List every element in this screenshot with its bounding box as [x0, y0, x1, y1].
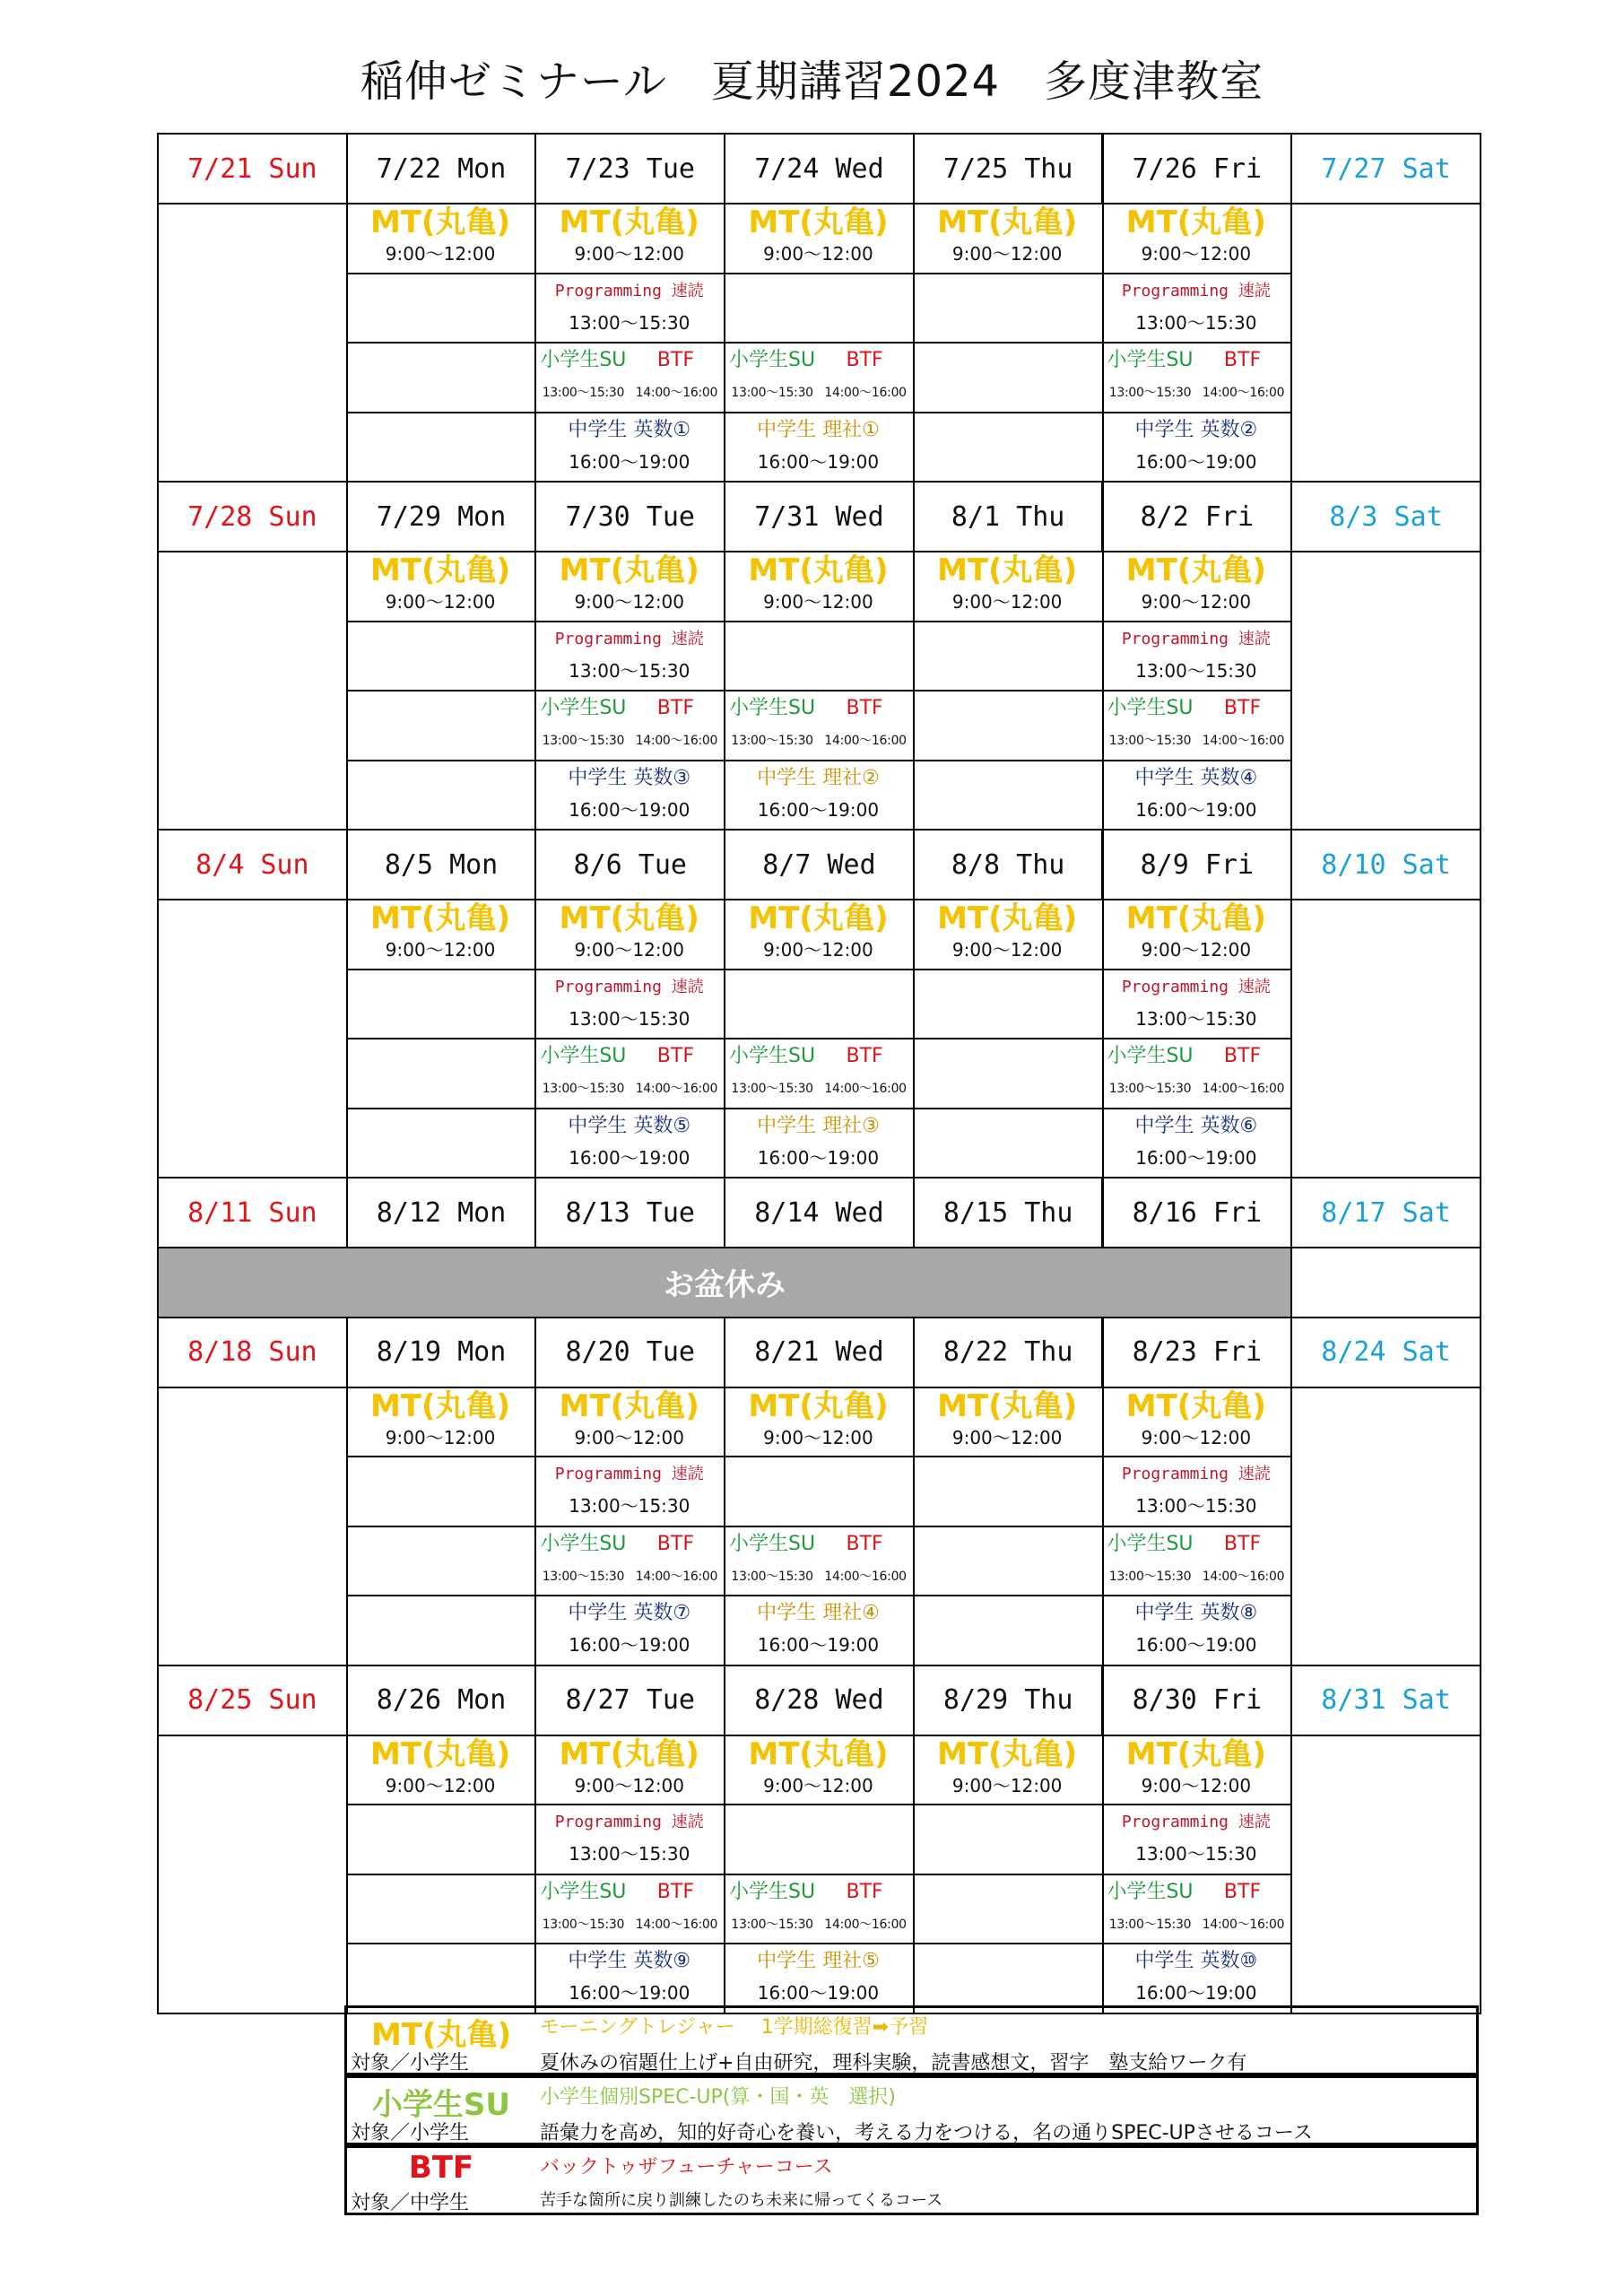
- mt-label: MT(丸亀): [937, 204, 1078, 240]
- english-math-label: 中学生 英数①: [568, 418, 691, 441]
- day-header: 7/22 Mon: [346, 133, 537, 204]
- su-label: 小学生SU: [540, 1045, 627, 1067]
- english-math-label: 中学生 英数②: [1134, 418, 1258, 441]
- legend-row: [344, 2145, 1479, 2215]
- su-label: 小学生SU: [729, 697, 816, 719]
- day-header: 8/14 Wed: [724, 1177, 915, 1248]
- btf-time: 14:00～16:00: [1202, 1082, 1285, 1096]
- page-title: 稲伸ゼミナール 夏期講習2024 多度津教室: [360, 57, 1264, 107]
- btf-time: 14:00～16:00: [1202, 734, 1285, 748]
- legend-name: BTF: [408, 2150, 474, 2186]
- su-label: 小学生SU: [729, 1532, 816, 1555]
- mt-time: 9:00～12:00: [951, 1774, 1063, 1796]
- english-math-label: 中学生 英数⑦: [568, 1602, 691, 1624]
- btf-time: 14:00～16:00: [635, 1082, 718, 1096]
- mt-time: 9:00～12:00: [1141, 591, 1252, 613]
- mt-time: 9:00～12:00: [763, 591, 873, 613]
- science-social-label: 中学生 理社④: [757, 1602, 880, 1624]
- row-divider: [346, 412, 1293, 413]
- row-divider: [346, 1526, 1293, 1527]
- su-time: 13:00～15:30: [542, 1082, 625, 1096]
- english-math-label: 中学生 英数⑧: [1134, 1602, 1258, 1624]
- row-divider: [346, 1874, 1293, 1875]
- sat-cell: [1290, 1247, 1481, 1318]
- day-header: 8/4 Sun: [157, 829, 348, 900]
- su-label: 小学生SU: [729, 1880, 816, 1903]
- su-label: 小学生SU: [1107, 697, 1194, 719]
- programming-time: 13:00～15:30: [569, 1007, 690, 1030]
- su-label: 小学生SU: [540, 1532, 627, 1555]
- su-time: 13:00～15:30: [1108, 1082, 1192, 1096]
- science-social-label: 中学生 理社③: [757, 1114, 880, 1137]
- btf-label: BTF: [656, 1880, 694, 1903]
- science-social-label: 中学生 理社②: [757, 766, 880, 789]
- day-header: 8/27 Tue: [534, 1665, 725, 1736]
- programming-time: 13:00～15:30: [569, 1843, 690, 1865]
- legend-title: バックトゥザフューチャーコース: [540, 2156, 833, 2179]
- mt-label: MT(丸亀): [1125, 552, 1266, 588]
- programming-label: Programming 速読: [1121, 1465, 1271, 1483]
- day-header: 7/25 Thu: [913, 133, 1104, 204]
- mt-label: MT(丸亀): [748, 204, 889, 240]
- legend-title: モーニングトレジャー 1学期総復習➡予習: [540, 2016, 929, 2039]
- mt-time: 9:00～12:00: [574, 1426, 685, 1448]
- mt-time: 9:00～12:00: [574, 591, 685, 613]
- btf-time: 14:00～16:00: [635, 1569, 718, 1584]
- mt-label: MT(丸亀): [1125, 204, 1266, 240]
- day-header: 8/5 Mon: [346, 829, 537, 900]
- su-time: 13:00～15:30: [542, 1917, 625, 1932]
- day-header: 8/2 Fri: [1102, 481, 1293, 552]
- programming-label: Programming 速読: [554, 977, 704, 996]
- btf-time: 14:00～16:00: [824, 386, 907, 400]
- day-header: 8/6 Tue: [534, 829, 725, 900]
- calendar: [157, 133, 1480, 2007]
- english-math-label: 中学生 英数⑥: [1134, 1114, 1258, 1137]
- day-header: 7/28 Sun: [157, 481, 348, 552]
- btf-time: 14:00～16:00: [824, 734, 907, 748]
- mt-label: MT(丸亀): [748, 1735, 889, 1772]
- programming-time: 13:00～15:30: [1135, 1007, 1257, 1030]
- day-header: 8/3 Sat: [1290, 481, 1481, 552]
- mt-label: MT(丸亀): [1125, 900, 1266, 936]
- row-divider: [346, 1108, 1293, 1109]
- mt-label: MT(丸亀): [748, 900, 889, 936]
- row-divider: [346, 1038, 1293, 1039]
- su-time: 13:00～15:30: [1108, 1569, 1192, 1584]
- su-label: 小学生SU: [1107, 1532, 1194, 1555]
- mt-label: MT(丸亀): [559, 552, 699, 588]
- day-header: 8/12 Mon: [346, 1177, 537, 1248]
- day-header: 8/31 Sat: [1290, 1665, 1481, 1736]
- mt-label: MT(丸亀): [369, 552, 511, 588]
- science-social-label: 中学生 理社①: [757, 418, 880, 441]
- programming-label: Programming 速読: [1121, 629, 1271, 648]
- mt-time: 9:00～12:00: [1141, 243, 1252, 265]
- mt-time: 9:00～12:00: [951, 939, 1063, 961]
- english-math-time: 16:00～19:00: [569, 1634, 690, 1656]
- day-header: 8/20 Tue: [534, 1317, 725, 1388]
- programming-label: Programming 速読: [554, 281, 704, 300]
- row-divider: [346, 760, 1293, 761]
- su-label: 小学生SU: [1107, 349, 1194, 371]
- programming-time: 13:00～15:30: [1135, 1843, 1257, 1865]
- legend-target: 対象／小学生: [351, 2052, 470, 2074]
- btf-time: 14:00～16:00: [635, 1917, 718, 1932]
- programming-label: Programming 速読: [1121, 977, 1271, 996]
- mt-label: MT(丸亀): [937, 1387, 1078, 1424]
- legend-row: [344, 2005, 1479, 2075]
- mt-label: MT(丸亀): [748, 1387, 889, 1424]
- day-header: 8/13 Tue: [534, 1177, 725, 1248]
- btf-label: BTF: [1223, 1880, 1262, 1903]
- legend-name: 小学生SU: [371, 2087, 511, 2123]
- legend-description: 夏休みの宿題仕上げ+自由研究，理科実験，読書感想文，習字 塾支給ワーク有: [540, 2052, 1247, 2074]
- su-label: 小学生SU: [1107, 1880, 1194, 1903]
- btf-label: BTF: [1223, 697, 1262, 719]
- programming-label: Programming 速読: [554, 1813, 704, 1831]
- mt-label: MT(丸亀): [559, 900, 699, 936]
- btf-label: BTF: [846, 1880, 883, 1903]
- mt-time: 9:00～12:00: [574, 939, 685, 961]
- legend: [344, 2005, 1479, 2215]
- su-time: 13:00～15:30: [731, 1082, 813, 1096]
- mt-time: 9:00～12:00: [763, 939, 873, 961]
- day-header: 8/18 Sun: [157, 1317, 348, 1388]
- btf-time: 14:00～16:00: [1202, 1917, 1285, 1932]
- btf-label: BTF: [846, 697, 883, 719]
- day-header: 8/10 Sat: [1290, 829, 1481, 900]
- english-math-label: 中学生 英数⑨: [568, 1950, 691, 1972]
- su-time: 13:00～15:30: [731, 734, 813, 748]
- su-label: 小学生SU: [540, 697, 627, 719]
- day-header: 7/27 Sat: [1290, 133, 1481, 204]
- su-time: 13:00～15:30: [542, 386, 625, 400]
- day-header: 8/29 Thu: [913, 1665, 1104, 1736]
- row-divider: [346, 621, 1293, 622]
- day-header: 8/30 Fri: [1102, 1665, 1293, 1736]
- mt-time: 9:00～12:00: [1141, 1774, 1252, 1796]
- day-header: 8/8 Thu: [913, 829, 1104, 900]
- programming-time: 13:00～15:30: [569, 659, 690, 682]
- mt-time: 9:00～12:00: [951, 591, 1063, 613]
- day-header: 8/11 Sun: [157, 1177, 348, 1248]
- mt-label: MT(丸亀): [748, 552, 889, 588]
- row-divider: [346, 273, 1293, 274]
- su-time: 13:00～15:30: [731, 386, 813, 400]
- row-divider: [346, 1595, 1293, 1596]
- legend-target: 対象／中学生: [351, 2192, 470, 2214]
- day-header: 7/24 Wed: [724, 133, 915, 204]
- day-header: 8/7 Wed: [724, 829, 915, 900]
- mt-time: 9:00～12:00: [1141, 1426, 1252, 1448]
- mt-label: MT(丸亀): [369, 900, 511, 936]
- mt-time: 9:00～12:00: [951, 1426, 1063, 1448]
- programming-time: 13:00～15:30: [1135, 1495, 1257, 1517]
- day-header: 8/1 Thu: [913, 481, 1104, 552]
- day-header: 8/16 Fri: [1102, 1177, 1293, 1248]
- row-divider: [346, 342, 1293, 344]
- day-header: 8/24 Sat: [1290, 1317, 1481, 1388]
- su-label: 小学生SU: [729, 349, 816, 371]
- su-time: 13:00～15:30: [1108, 1917, 1192, 1932]
- programming-time: 13:00～15:30: [1135, 659, 1257, 682]
- science-social-time: 16:00～19:00: [757, 450, 880, 473]
- mt-time: 9:00～12:00: [574, 243, 685, 265]
- btf-time: 14:00～16:00: [1202, 1569, 1285, 1584]
- mt-time: 9:00～12:00: [574, 1774, 685, 1796]
- mt-time: 9:00～12:00: [385, 1426, 496, 1448]
- programming-label: Programming 速読: [554, 629, 704, 648]
- mt-time: 9:00～12:00: [763, 1774, 873, 1796]
- su-label: 小学生SU: [540, 1880, 627, 1903]
- english-math-time: 16:00～19:00: [569, 798, 690, 821]
- day-header: 7/21 Sun: [157, 133, 348, 204]
- row-divider: [346, 1943, 1293, 1944]
- day-header: 7/30 Tue: [534, 481, 725, 552]
- btf-time: 14:00～16:00: [635, 386, 718, 400]
- su-time: 13:00～15:30: [731, 1917, 813, 1932]
- science-social-time: 16:00～19:00: [757, 1146, 880, 1169]
- mt-time: 9:00～12:00: [385, 243, 496, 265]
- mt-time: 9:00～12:00: [763, 1426, 873, 1448]
- day-header: 8/21 Wed: [724, 1317, 915, 1388]
- btf-label: BTF: [656, 1532, 694, 1555]
- legend-target: 対象／小学生: [351, 2122, 470, 2144]
- english-math-time: 16:00～19:00: [1135, 1146, 1257, 1169]
- mt-time: 9:00～12:00: [385, 591, 496, 613]
- legend-title: 小学生個別SPEC-UP(算・国・英 選択): [540, 2086, 896, 2109]
- day-header: 8/17 Sat: [1290, 1177, 1481, 1248]
- mt-label: MT(丸亀): [369, 204, 511, 240]
- day-header: 8/19 Mon: [346, 1317, 537, 1388]
- english-math-label: 中学生 英数⑩: [1134, 1950, 1258, 1972]
- mt-time: 9:00～12:00: [763, 243, 873, 265]
- mt-time: 9:00～12:00: [385, 1774, 496, 1796]
- btf-label: BTF: [656, 1045, 694, 1067]
- day-header: 8/15 Thu: [913, 1177, 1104, 1248]
- btf-label: BTF: [656, 349, 694, 371]
- btf-time: 14:00～16:00: [824, 1569, 907, 1584]
- programming-time: 13:00～15:30: [569, 311, 690, 334]
- english-math-time: 16:00～19:00: [569, 1982, 690, 2004]
- holiday-banner: お盆休み: [157, 1247, 1292, 1318]
- day-header: 7/23 Tue: [534, 133, 725, 204]
- row-divider: [346, 969, 1293, 970]
- row-divider: [346, 690, 1293, 691]
- mt-time: 9:00～12:00: [1141, 939, 1252, 961]
- day-header: 8/22 Thu: [913, 1317, 1104, 1388]
- legend-description: 語彙力を高め，知的好奇心を養い，考える力をつける，名の通りSPEC-UPさせるコース: [540, 2122, 1313, 2144]
- english-math-label: 中学生 英数④: [1134, 766, 1258, 789]
- english-math-time: 16:00～19:00: [1135, 798, 1257, 821]
- mt-label: MT(丸亀): [559, 1387, 699, 1424]
- btf-label: BTF: [1223, 349, 1262, 371]
- science-social-time: 16:00～19:00: [757, 1634, 880, 1656]
- mt-label: MT(丸亀): [937, 900, 1078, 936]
- mt-label: MT(丸亀): [559, 1735, 699, 1772]
- btf-label: BTF: [1223, 1532, 1262, 1555]
- mt-label: MT(丸亀): [1125, 1735, 1266, 1772]
- english-math-time: 16:00～19:00: [569, 450, 690, 473]
- btf-label: BTF: [1223, 1045, 1262, 1067]
- row-divider: [346, 1456, 1293, 1457]
- english-math-time: 16:00～19:00: [1135, 1982, 1257, 2004]
- btf-time: 14:00～16:00: [824, 1917, 907, 1932]
- english-math-time: 16:00～19:00: [1135, 450, 1257, 473]
- mt-time: 9:00～12:00: [385, 939, 496, 961]
- su-time: 13:00～15:30: [1108, 386, 1192, 400]
- day-header: 8/26 Mon: [346, 1665, 537, 1736]
- legend-description: 苦手な箇所に戻り訓練したのち未来に帰ってくるコース: [540, 2191, 943, 2210]
- programming-time: 13:00～15:30: [1135, 311, 1257, 334]
- mt-time: 9:00～12:00: [951, 243, 1063, 265]
- english-math-time: 16:00～19:00: [1135, 1634, 1257, 1656]
- mt-label: MT(丸亀): [1125, 1387, 1266, 1424]
- mt-label: MT(丸亀): [369, 1735, 511, 1772]
- su-label: 小学生SU: [1107, 1045, 1194, 1067]
- day-header: 8/25 Sun: [157, 1665, 348, 1736]
- su-time: 13:00～15:30: [1108, 734, 1192, 748]
- mt-label: MT(丸亀): [937, 552, 1078, 588]
- legend-name: MT(丸亀): [370, 2017, 512, 2053]
- english-math-label: 中学生 英数③: [568, 766, 691, 789]
- btf-time: 14:00～16:00: [635, 734, 718, 748]
- btf-label: BTF: [846, 1045, 883, 1067]
- su-time: 13:00～15:30: [542, 1569, 625, 1584]
- mt-label: MT(丸亀): [369, 1387, 511, 1424]
- mt-label: MT(丸亀): [559, 204, 699, 240]
- english-math-time: 16:00～19:00: [569, 1146, 690, 1169]
- programming-label: Programming 速読: [1121, 1813, 1271, 1831]
- day-header: 8/28 Wed: [724, 1665, 915, 1736]
- day-header: 8/9 Fri: [1102, 829, 1293, 900]
- su-time: 13:00～15:30: [542, 734, 625, 748]
- programming-label: Programming 速読: [554, 1465, 704, 1483]
- su-label: 小学生SU: [540, 349, 627, 371]
- legend-row: [344, 2075, 1479, 2145]
- day-header: 7/31 Wed: [724, 481, 915, 552]
- su-time: 13:00～15:30: [731, 1569, 813, 1584]
- programming-label: Programming 速読: [1121, 281, 1271, 300]
- science-social-time: 16:00～19:00: [757, 798, 880, 821]
- btf-time: 14:00～16:00: [824, 1082, 907, 1096]
- science-social-label: 中学生 理社⑤: [757, 1950, 880, 1972]
- su-label: 小学生SU: [729, 1045, 816, 1067]
- day-header: 8/23 Fri: [1102, 1317, 1293, 1388]
- btf-label: BTF: [846, 1532, 883, 1555]
- row-divider: [346, 1804, 1293, 1805]
- btf-label: BTF: [656, 697, 694, 719]
- btf-label: BTF: [846, 349, 883, 371]
- day-header: 7/26 Fri: [1102, 133, 1293, 204]
- programming-time: 13:00～15:30: [569, 1495, 690, 1517]
- btf-time: 14:00～16:00: [1202, 386, 1285, 400]
- science-social-time: 16:00～19:00: [757, 1982, 880, 2004]
- english-math-label: 中学生 英数⑤: [568, 1114, 691, 1137]
- mt-label: MT(丸亀): [937, 1735, 1078, 1772]
- day-header: 7/29 Mon: [346, 481, 537, 552]
